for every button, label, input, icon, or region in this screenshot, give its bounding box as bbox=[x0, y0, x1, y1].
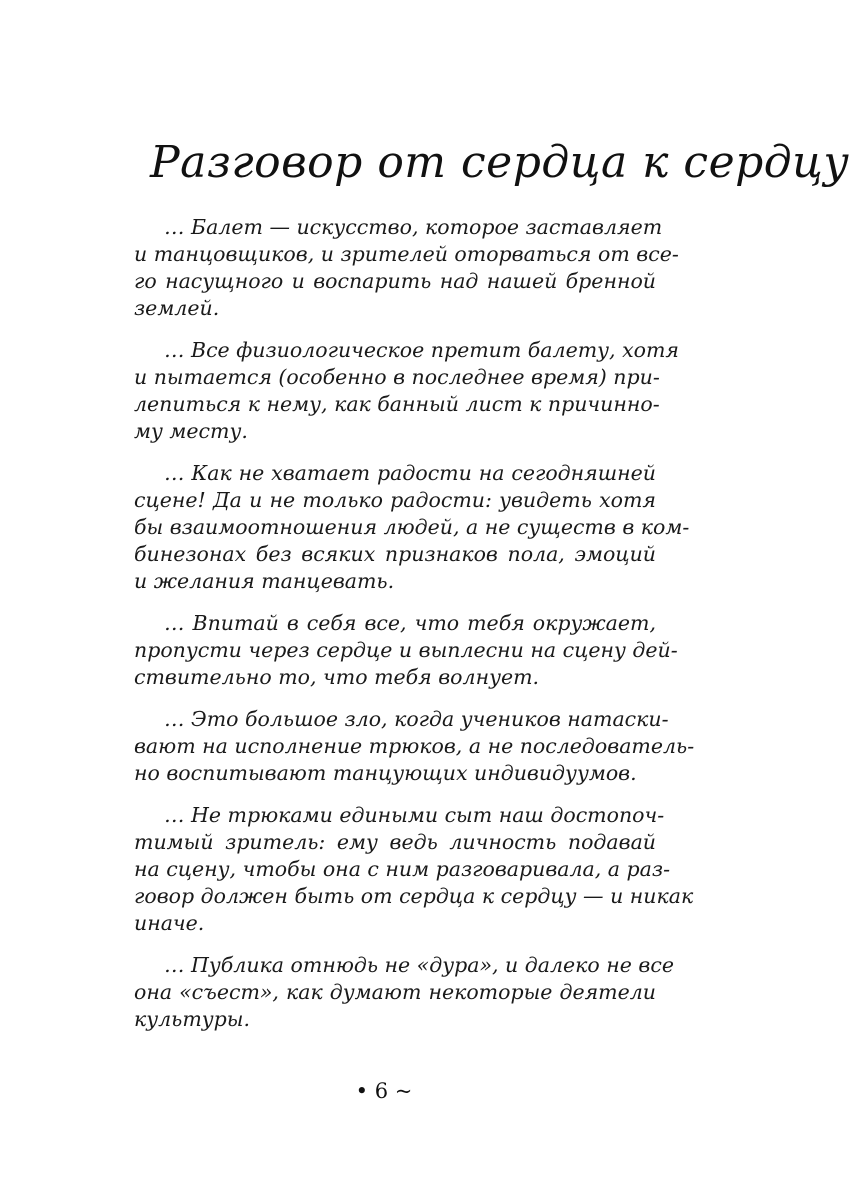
paragraph-1 bbox=[134, 214, 679, 322]
text-line: … Все физиологическое претит балету, хотя bbox=[164, 338, 679, 362]
text-line: … Не трюками едиными сыт наш достопоч- bbox=[164, 803, 665, 827]
chapter-title: Разговор от сердца к сердцу bbox=[150, 137, 849, 189]
text-line: но воспитывают танцующих индивидуумов. bbox=[134, 761, 637, 785]
text-line: тимый зритель: ему ведь личность подавай bbox=[134, 830, 656, 854]
text-line: бинезонах без всяких признаков пола, эмоций bbox=[134, 542, 656, 566]
text-line: на сцену, чтобы она с ним разговаривала, а раз- bbox=[134, 857, 671, 881]
text-line: она «съест», как думают некоторые деятели bbox=[134, 980, 656, 1004]
text-line: сцене! Да и не только радости: увидеть хотя bbox=[134, 488, 656, 512]
text-line: вают на исполнение трюков, а не последователь- bbox=[134, 734, 695, 758]
paragraph-6 bbox=[134, 802, 694, 937]
paragraph-5 bbox=[134, 706, 695, 787]
text-line: му месту. bbox=[134, 419, 248, 443]
text-line: иначе. bbox=[134, 911, 205, 935]
page-number: • 6 ~ bbox=[355, 1079, 413, 1103]
paragraph-3 bbox=[134, 460, 690, 595]
text-line: говор должен быть от сердца к сердцу — и никак bbox=[134, 884, 694, 908]
text-line: го насущного и воспарить над нашей бренной bbox=[134, 269, 656, 293]
text-line: … Впитай в себя все, что тебя окружает, bbox=[164, 611, 656, 635]
text-line: лепиться к нему, как банный лист к причинно- bbox=[134, 392, 660, 416]
paragraph-4 bbox=[134, 610, 678, 691]
text-line: … Как не хватает радости на сегодняшней bbox=[164, 461, 656, 485]
text-line: … Это большое зло, когда учеников натаски- bbox=[164, 707, 669, 731]
text-line: … Балет — искусство, которое заставляет bbox=[164, 215, 663, 239]
text-line: и пытается (особенно в последнее время) при- bbox=[134, 365, 660, 389]
text-line: землей. bbox=[134, 296, 220, 320]
text-line: пропусти через сердце и выплесни на сцену дей- bbox=[134, 638, 678, 662]
text-line: бы взаимоотношения людей, а не существ в ком- bbox=[134, 515, 690, 539]
text-line: и танцовщиков, и зрителей оторваться от все- bbox=[134, 242, 679, 266]
text-line: и желания танцевать. bbox=[134, 569, 395, 593]
text-line: … Публика отнюдь не «дура», и далеко не все bbox=[164, 953, 674, 977]
paragraph-7 bbox=[134, 952, 674, 1033]
body-text bbox=[134, 214, 695, 1048]
paragraph-2 bbox=[134, 337, 679, 445]
text-line: культуры. bbox=[134, 1007, 251, 1031]
text-line: ствительно то, что тебя волнует. bbox=[134, 665, 540, 689]
